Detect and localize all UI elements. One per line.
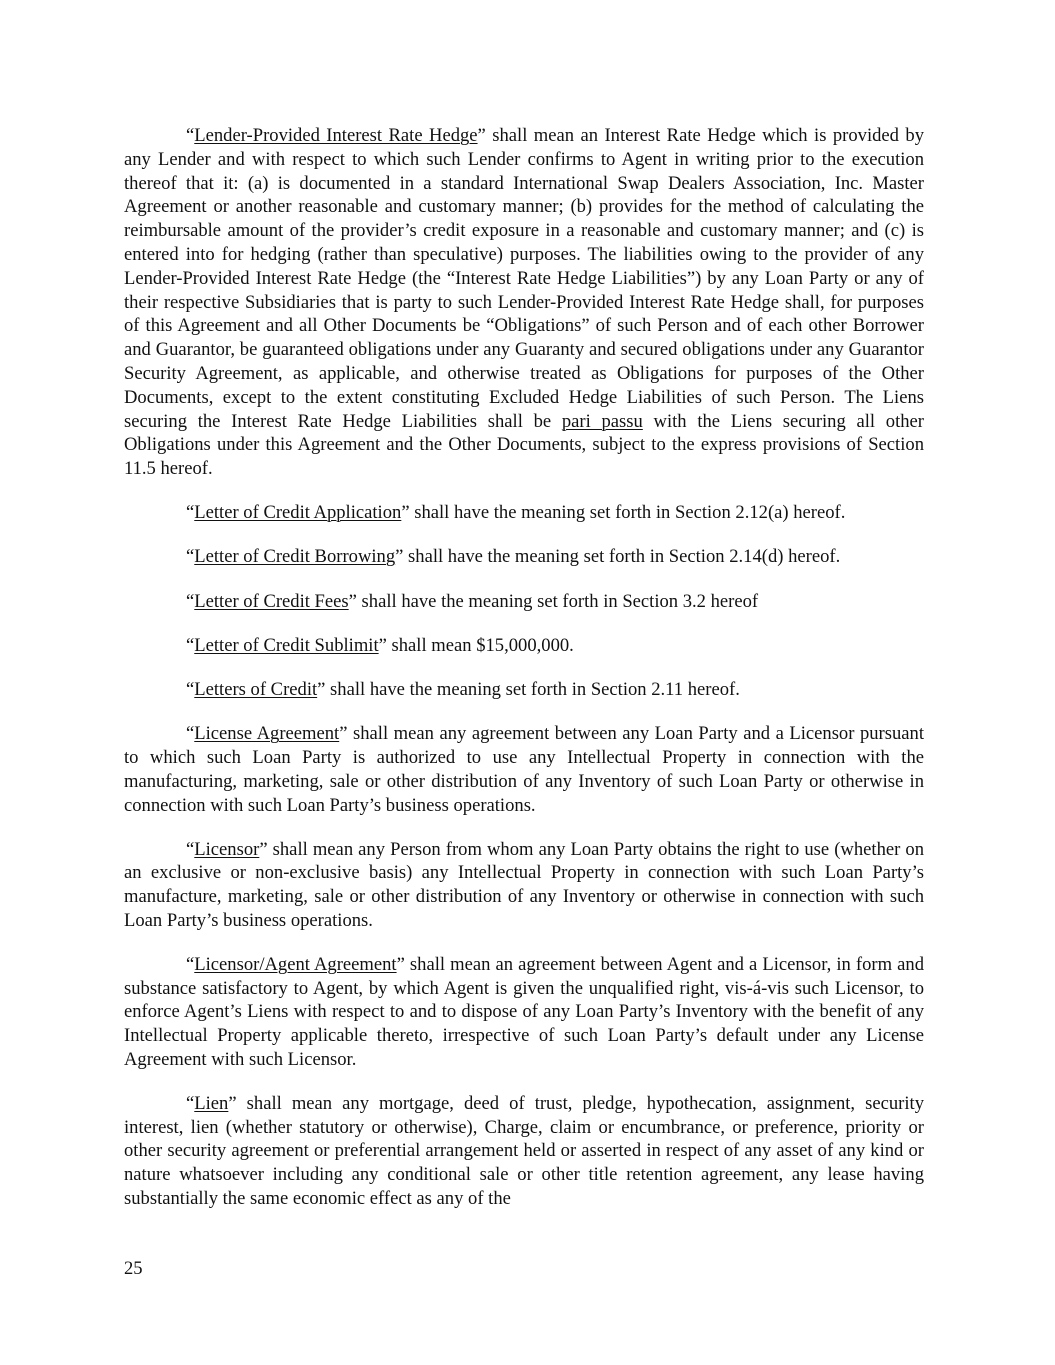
defined-term: Letters of Credit xyxy=(194,679,318,701)
definition-text: “ xyxy=(186,125,195,146)
defined-term: Letter of Credit Fees xyxy=(194,590,349,612)
definition-text: “ xyxy=(186,501,195,523)
definition-text: ” shall mean an agreement between Agent and a Licensor, in form and substance satisfactory to Agent, by which Agent is given the unqualified right, vis-á-vis such Licensor, to enforce Agent’s Liens with respect to and to dispose of any Loan Party’s Inventory with the benefit of any Intellectual Property applicable thereto, irrespective of such Loan Party’s default under any License Agreement with such Licensor. xyxy=(124,953,924,1070)
definition-text: “ xyxy=(186,723,195,745)
defined-term: Letter of Credit Sublimit xyxy=(194,634,379,656)
defined-term: Licensor xyxy=(194,838,260,860)
defined-term: Letter of Credit Borrowing xyxy=(194,546,396,568)
definition-paragraph xyxy=(124,678,924,702)
defined-term: Lien xyxy=(194,1092,229,1114)
definition-paragraph xyxy=(124,124,924,481)
definition-paragraph xyxy=(124,953,924,1072)
definition-paragraph xyxy=(124,722,924,817)
defined-term: Letter of Credit Application xyxy=(194,501,402,523)
definition-paragraph xyxy=(124,501,924,525)
definition-text: “ xyxy=(186,634,195,656)
definition-text: “ xyxy=(186,838,195,860)
defined-term: pari passu xyxy=(561,410,643,432)
definition-text: ” shall have the meaning set forth in Section 2.12(a) hereof. xyxy=(401,501,846,523)
definitions-body xyxy=(124,124,924,1211)
definition-text: “ xyxy=(186,679,195,701)
definition-paragraph xyxy=(124,634,924,658)
definition-text: ” shall mean $15,000,000. xyxy=(378,634,574,656)
defined-term: Lender-Provided Interest Rate Hedge xyxy=(194,125,478,146)
definition-text: ” shall have the meaning set forth in Section 2.14(d) hereof. xyxy=(395,546,841,568)
document-page xyxy=(124,124,924,1231)
definition-paragraph xyxy=(124,838,924,933)
defined-term: License Agreement xyxy=(194,723,340,745)
definition-text: ” shall have the meaning set forth in Section 2.11 hereof. xyxy=(317,679,740,701)
definition-text: “ xyxy=(186,590,195,612)
definition-text: with the Liens securing all other Obligations under this Agreement and the Other Documents, subject to the express provisions of Section 11.5 hereof. xyxy=(124,410,924,480)
definition-text: “ xyxy=(186,953,195,975)
definition-text: ” shall have the meaning set forth in Section 3.2 hereof xyxy=(348,590,759,612)
definition-text: ” shall mean an Interest Rate Hedge which is provided by any Lender and with respect to which such Lender confirms to Agent in writing prior to the execution thereof that it: (a) is documented in a standard International Swap Dealers Association, Inc. Master Agreement or another reasonable and customary manner; (b) provides for the method of calculating the reimbursable amount of the provider’s credit exposure in a reasonable and customary manner; and (c) is entered into for hedging (rather than speculative) purposes. The liabilities owing to the provider of any Lender-Provided Interest Rate Hedge (the “Interest Rate Hedge Liabilities”) by any Loan Party or any of their respective Subsidiaries that is party to such Lender-Provided Interest Rate Hedge shall, for purposes of this Agreement and all Other Documents be “Obligations” of such Person and of each other Borrower and Guarantor, be guaranteed obligations under any Guaranty and secured obligations under any Guarantor Security Agreement, as applicable, and otherwise treated as Obligations for purposes of the Other Documents, except to the extent constituting Excluded Hedge Liabilities of such Person. The Liens securing the Interest Rate Hedge Liabilities shall be xyxy=(124,125,924,432)
definition-paragraph xyxy=(124,1092,924,1211)
definition-paragraph xyxy=(124,590,924,614)
definition-text: ” shall mean any mortgage, deed of trust, pledge, hypothecation, assignment, security interest, lien (whether statutory or otherwise), Charge, claim or encumbrance, or preference, priority or other security agreement or preferential arrangement held or asserted in respect of any asset of any kind or nature whatsoever including any conditional sale or other title retention agreement, any lease having substantially the same economic effect as any of the xyxy=(124,1092,924,1209)
definition-text: “ xyxy=(186,546,195,568)
definition-paragraph xyxy=(124,545,924,569)
definition-text: “ xyxy=(186,1092,195,1114)
page-number: 25 xyxy=(124,1258,143,1279)
defined-term: Licensor/Agent Agreement xyxy=(194,953,397,975)
definition-text: ” shall mean any agreement between any Loan Party and a Licensor pursuant to which such Loan Party is authorized to use any Intellectual Property in connection with the manufacturing, marketing, sale or other distribution of any Inventory of such Loan Party or otherwise in connection with such Loan Party’s business operations. xyxy=(124,723,924,816)
definition-text: ” shall mean any Person from whom any Loan Party obtains the right to use (whether on an exclusive or non-exclusive basis) any Intellectual Property in connection with such Loan Party’s manufacture, marketing, sale or other distribution of any Inventory or otherwise in connection with such Loan Party’s business operations. xyxy=(124,838,924,932)
